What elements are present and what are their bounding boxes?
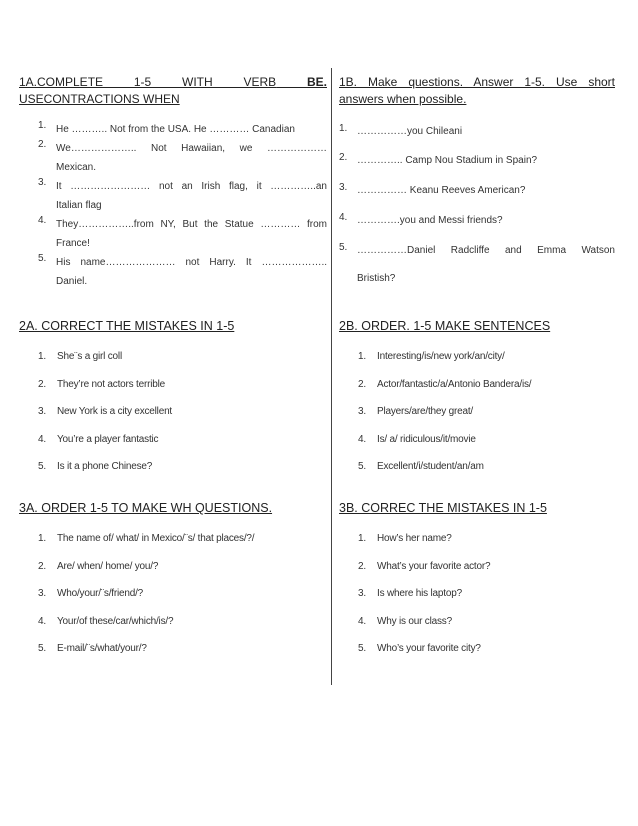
list-item	[339, 560, 615, 588]
item-text: Who/your/¨s/friend/?	[57, 588, 144, 599]
item-text: Is where his laptop?	[377, 588, 462, 599]
item-number: 5.	[38, 461, 46, 472]
item-text: Your/of these/car/which/is/?	[57, 615, 174, 627]
list-item	[19, 615, 327, 643]
item-text: Interesting/is/new york/an/city/	[377, 351, 505, 362]
list-item	[19, 378, 327, 406]
list-item	[339, 182, 615, 199]
item-text: ……………Daniel Radcliffe and Emma Watson	[357, 245, 615, 256]
item-text: Are/ when/ home/ you/?	[57, 560, 159, 572]
item-text: What’s your favorite actor?	[377, 560, 491, 572]
item-text: ………….. Camp Nou Stadium in Spain?	[357, 155, 538, 166]
item-text-continued: France!	[56, 238, 90, 249]
item-number: 5.	[358, 461, 366, 472]
item-text: Who’s your favorite city?	[377, 643, 481, 654]
item-number: 3.	[38, 588, 46, 599]
item-text: Is/ a/ ridiculous/it/movie	[377, 433, 476, 445]
item-number: 1.	[38, 533, 46, 544]
list-item	[19, 460, 327, 488]
item-text: Excellent/i/student/an/am	[377, 461, 484, 472]
item-text: His name………………… not Harry. It ………………..	[56, 257, 327, 268]
list-item	[19, 139, 327, 177]
section-2a-title: 2A. CORRECT THE MISTAKES IN 1-5	[19, 319, 235, 333]
section-1b	[339, 74, 615, 296]
item-text-continued: Daniel.	[56, 276, 88, 287]
item-text: Why is our class?	[377, 615, 452, 627]
section-1b-list	[339, 123, 615, 284]
item-number: 2.	[38, 139, 47, 150]
section-2b-title: 2B. ORDER. 1-5 MAKE SENTENCES	[339, 319, 551, 333]
section-1a-title-text: 1A.COMPLETE 1-5 WITH VERB	[19, 75, 277, 89]
item-text: Players/are/they great/	[377, 406, 474, 417]
item-text: How’s her name?	[377, 533, 452, 544]
section-1a-title-line1	[19, 74, 327, 91]
item-text-continued: Italian flag	[56, 200, 102, 211]
list-item	[339, 532, 615, 560]
list-item	[19, 642, 327, 670]
item-number: 4.	[38, 215, 47, 226]
list-item	[19, 433, 327, 461]
item-number: 1.	[358, 533, 366, 544]
item-text: He ……….. Not from the USA. He ………… Canadian	[56, 124, 295, 135]
list-item	[19, 177, 327, 215]
item-text: She¨s a girl coll	[57, 351, 122, 362]
item-number: 5.	[358, 643, 366, 654]
item-number: 2.	[339, 152, 348, 163]
section-3a-title: 3A. ORDER 1-5 TO MAKE WH QUESTIONS.	[19, 501, 273, 515]
list-item	[339, 433, 615, 461]
list-item	[19, 405, 327, 433]
item-number: 4.	[38, 615, 46, 627]
list-item	[19, 120, 327, 139]
item-number: 3.	[358, 406, 366, 417]
section-2b	[339, 318, 615, 488]
list-item	[339, 642, 615, 670]
list-item	[19, 587, 327, 615]
item-number: 1.	[38, 351, 46, 362]
item-text: ………….you and Messi friends?	[357, 215, 503, 226]
section-1b-title: 1B. Make questions. Answer 1-5. Use short answers when possible.	[339, 75, 615, 106]
section-3a	[19, 500, 327, 670]
item-text: They……………..from NY, But the Statue ………… from	[56, 219, 327, 230]
item-number: 1.	[339, 123, 348, 134]
item-text-continued: Mexican.	[56, 162, 97, 173]
column-divider	[331, 68, 332, 685]
section-2a-list	[19, 350, 327, 488]
item-number: 1.	[358, 351, 366, 362]
item-number: 3.	[339, 182, 348, 193]
list-item	[19, 532, 327, 560]
list-item	[339, 152, 615, 169]
section-1a-title-be: BE.	[306, 75, 327, 89]
item-number: 2.	[38, 560, 46, 572]
item-text: New York is a city excellent	[57, 406, 173, 417]
item-number: 5.	[38, 253, 47, 264]
section-1a-list	[19, 120, 327, 291]
list-item	[339, 242, 615, 284]
item-number: 2.	[38, 378, 46, 390]
item-number: 4.	[358, 615, 366, 627]
item-text: E-mail/¨s/what/your/?	[57, 643, 147, 654]
item-number: 2.	[358, 560, 366, 572]
list-item	[339, 460, 615, 488]
section-3b-title: 3B. CORREC THE MISTAKES IN 1-5	[339, 501, 547, 515]
item-number: 4.	[358, 433, 366, 445]
section-2a	[19, 318, 327, 488]
item-text: …………… Keanu Reeves American?	[357, 185, 526, 196]
list-item	[339, 378, 615, 406]
list-item	[339, 405, 615, 433]
item-number: 3.	[38, 177, 47, 188]
list-item	[339, 587, 615, 615]
list-item	[19, 560, 327, 588]
item-text: Is it a phone Chinese?	[57, 461, 153, 472]
item-text: The name of/ what/ in Mexico/¨s/ that places/?/	[57, 533, 255, 544]
item-text: They’re not actors terrible	[57, 378, 165, 390]
list-item	[19, 215, 327, 253]
item-number: 3.	[358, 588, 366, 599]
item-number: 4.	[38, 433, 46, 445]
section-3b-list	[339, 532, 615, 670]
item-text: ……………you Chileani	[357, 126, 463, 137]
list-item	[339, 212, 615, 229]
list-item	[19, 253, 327, 291]
item-text: You’re a player fantastic	[57, 433, 159, 445]
list-item	[19, 350, 327, 378]
section-3a-list	[19, 532, 327, 670]
item-text: We……………….. Not Hawaiian, we ………………	[56, 143, 327, 154]
item-number: 3.	[38, 406, 46, 417]
item-text: It …………………… not an Irish flag, it …………..an	[56, 181, 327, 192]
list-item	[339, 615, 615, 643]
list-item	[339, 350, 615, 378]
section-2b-list	[339, 350, 615, 488]
item-number: 5.	[339, 242, 348, 253]
list-item	[339, 123, 615, 140]
section-3b	[339, 500, 615, 670]
section-1a-title-line2: USECONTRACTIONS WHEN	[19, 92, 180, 106]
section-1a	[19, 74, 327, 291]
item-number: 1.	[38, 120, 47, 131]
item-number: 5.	[38, 643, 46, 654]
item-number: 4.	[339, 212, 348, 223]
item-number: 2.	[358, 378, 366, 390]
item-text-continued: Bristish?	[357, 273, 396, 284]
item-text: Actor/fantastic/a/Antonio Bandera/is/	[377, 378, 532, 390]
